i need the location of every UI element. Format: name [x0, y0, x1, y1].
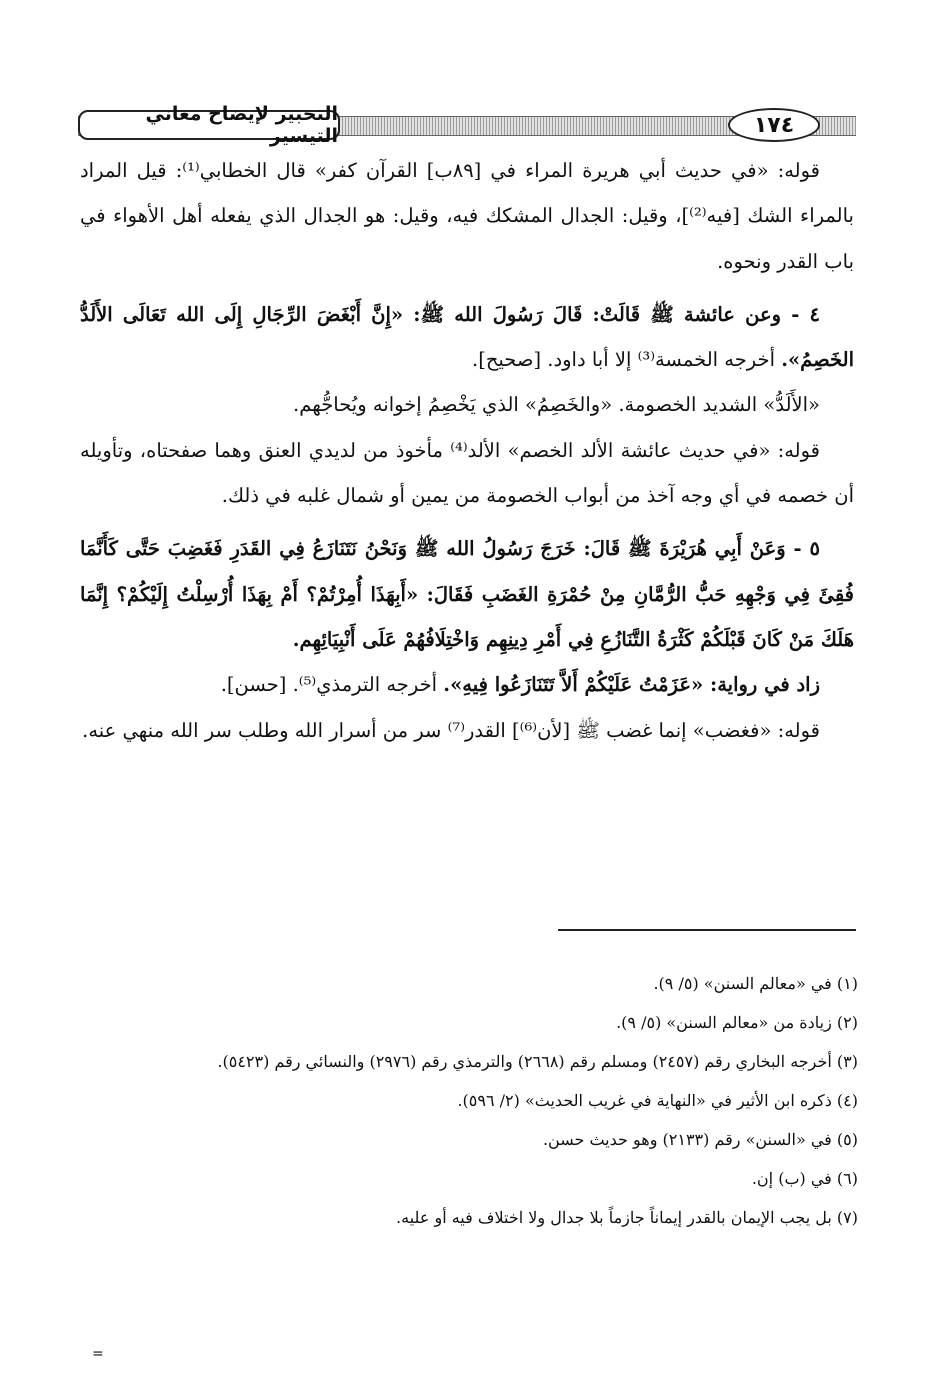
paragraph-commentary-2: قوله: «في حديث عائشة الألد الخصم» الألد⁽⁴⁾ مأخوذ من لديدي العنق وهما صفحتاه، وتأويله أن خصمه في أي وجه آخذ من أبواب الخصومة من يمين أو شمال غلبه في ذلك.	[80, 438, 854, 508]
main-text	[80, 148, 854, 753]
paragraph-hadith-5: ٥ - وَعَنْ أَبِي هُرَيْرَةَ ﷺ قَالَ: خَرَجَ رَسُولُ الله ﷺ وَنَحْنُ نَتَنَازَعُ فِي القَدَرِ فَغَضِبَ حَتَّى كَأَنَّمَا فُقِئَ فِي وَجْهِهِ حَبُّ الرُّمَّانِ مِنْ حُمْرَةِ الغَضَبِ فَقَالَ: «أَبِهَذَا أُمِرْتُمْ؟ أَمْ بِهَذَا أُرْسِلْتُ إِلَيْكُمْ؟ إِنَّمَا هَلَكَ مَنْ كَانَ قَبْلَكُمْ كَثْرَةُ التَّنَازُعِ فِي أَمْرِ دِينِهِم وَاخْتِلَافُهُمْ عَلَى أَنْبِيَائِهِم.	[80, 537, 854, 651]
paragraph-hadith-4	[80, 292, 854, 383]
footnote-3: (٣) أخرجه البخاري رقم (٢٤٥٧) ومسلم رقم (٢٦٦٨) والترمذي رقم (٢٩٧٦) والنسائي رقم (٥٤٢٣).	[217, 1052, 858, 1071]
footnote-7: (٧) بل يجب الإيمان بالقدر إيماناً جازماً بلا جدال ولا اختلاف فيه أو عليه.	[396, 1208, 858, 1227]
paragraph-commentary-3: قوله: «فغضب» إنما غضب ﷺ [لأن⁽⁶⁾] القدر⁽⁷⁾ سر من أسرار الله وطلب سر الله منهي عنه.	[82, 718, 820, 742]
hadith-4-source: أخرجه الخمسة⁽³⁾ إلا أبا داود. [صحيح].	[472, 348, 782, 372]
footnote-2: (٢) زيادة من «معالم السنن» (٥/ ٩).	[616, 1013, 858, 1032]
footnote-1: (١) في «معالم السنن» (٥/ ٩).	[653, 974, 858, 993]
hadith-4-text: ٤ - وعن عائشة ﷺ قَالَتْ: قَالَ رَسُولَ الله ﷺ: «إِنَّ أَبْغَضَ الرِّجَالِ إِلَى الله تَعَالَى الأَلَدُّ الخَصِمُ».	[80, 302, 854, 372]
paragraph-commentary-1: قوله: «في حديث أبي هريرة المراء في [٨٩ب] القرآن كفر» قال الخطابي⁽¹⁾: قيل المراد بالمراء الشك [فيه⁽²⁾]، وقيل: الجدال المشكك فيه، وقيل: هو الجدال الذي يفعله أهل الأهواء في باب القدر ونحوه.	[80, 159, 854, 273]
paragraph-glossary: «الأَلَدُّ» الشديد الخصومة. «والخَصِمُ» الذي يَخْصِمُ إخوانه ويُحاجُّهم.	[293, 393, 820, 417]
footnote-6: (٦) في (ب) إن.	[751, 1169, 858, 1188]
narration-source: أخرجه الترمذي⁽⁵⁾. [حسن].	[220, 673, 444, 697]
margin-mark: =	[92, 1346, 104, 1362]
running-header	[78, 103, 856, 147]
footnotes	[82, 964, 858, 1237]
narration-text: زاد في رواية: «عَزَمْتُ عَلَيْكُمْ أَلاَّ تَتَنَازَعُوا فِيهِ».	[443, 673, 820, 697]
footnote-5: (٥) في «السنن» رقم (٢١٣٣) وهو حديث حسن.	[542, 1130, 858, 1149]
footnote-4: (٤) ذكره ابن الأثير في «النهاية في غريب الحديث» (٢/ ٥٩٦).	[457, 1091, 858, 1110]
book-title: التحبير لإيضاح معاني التيسير	[78, 110, 340, 140]
page-number: ١٧٤	[728, 108, 820, 142]
paragraph-narration	[80, 662, 854, 707]
footnote-separator	[558, 929, 856, 931]
